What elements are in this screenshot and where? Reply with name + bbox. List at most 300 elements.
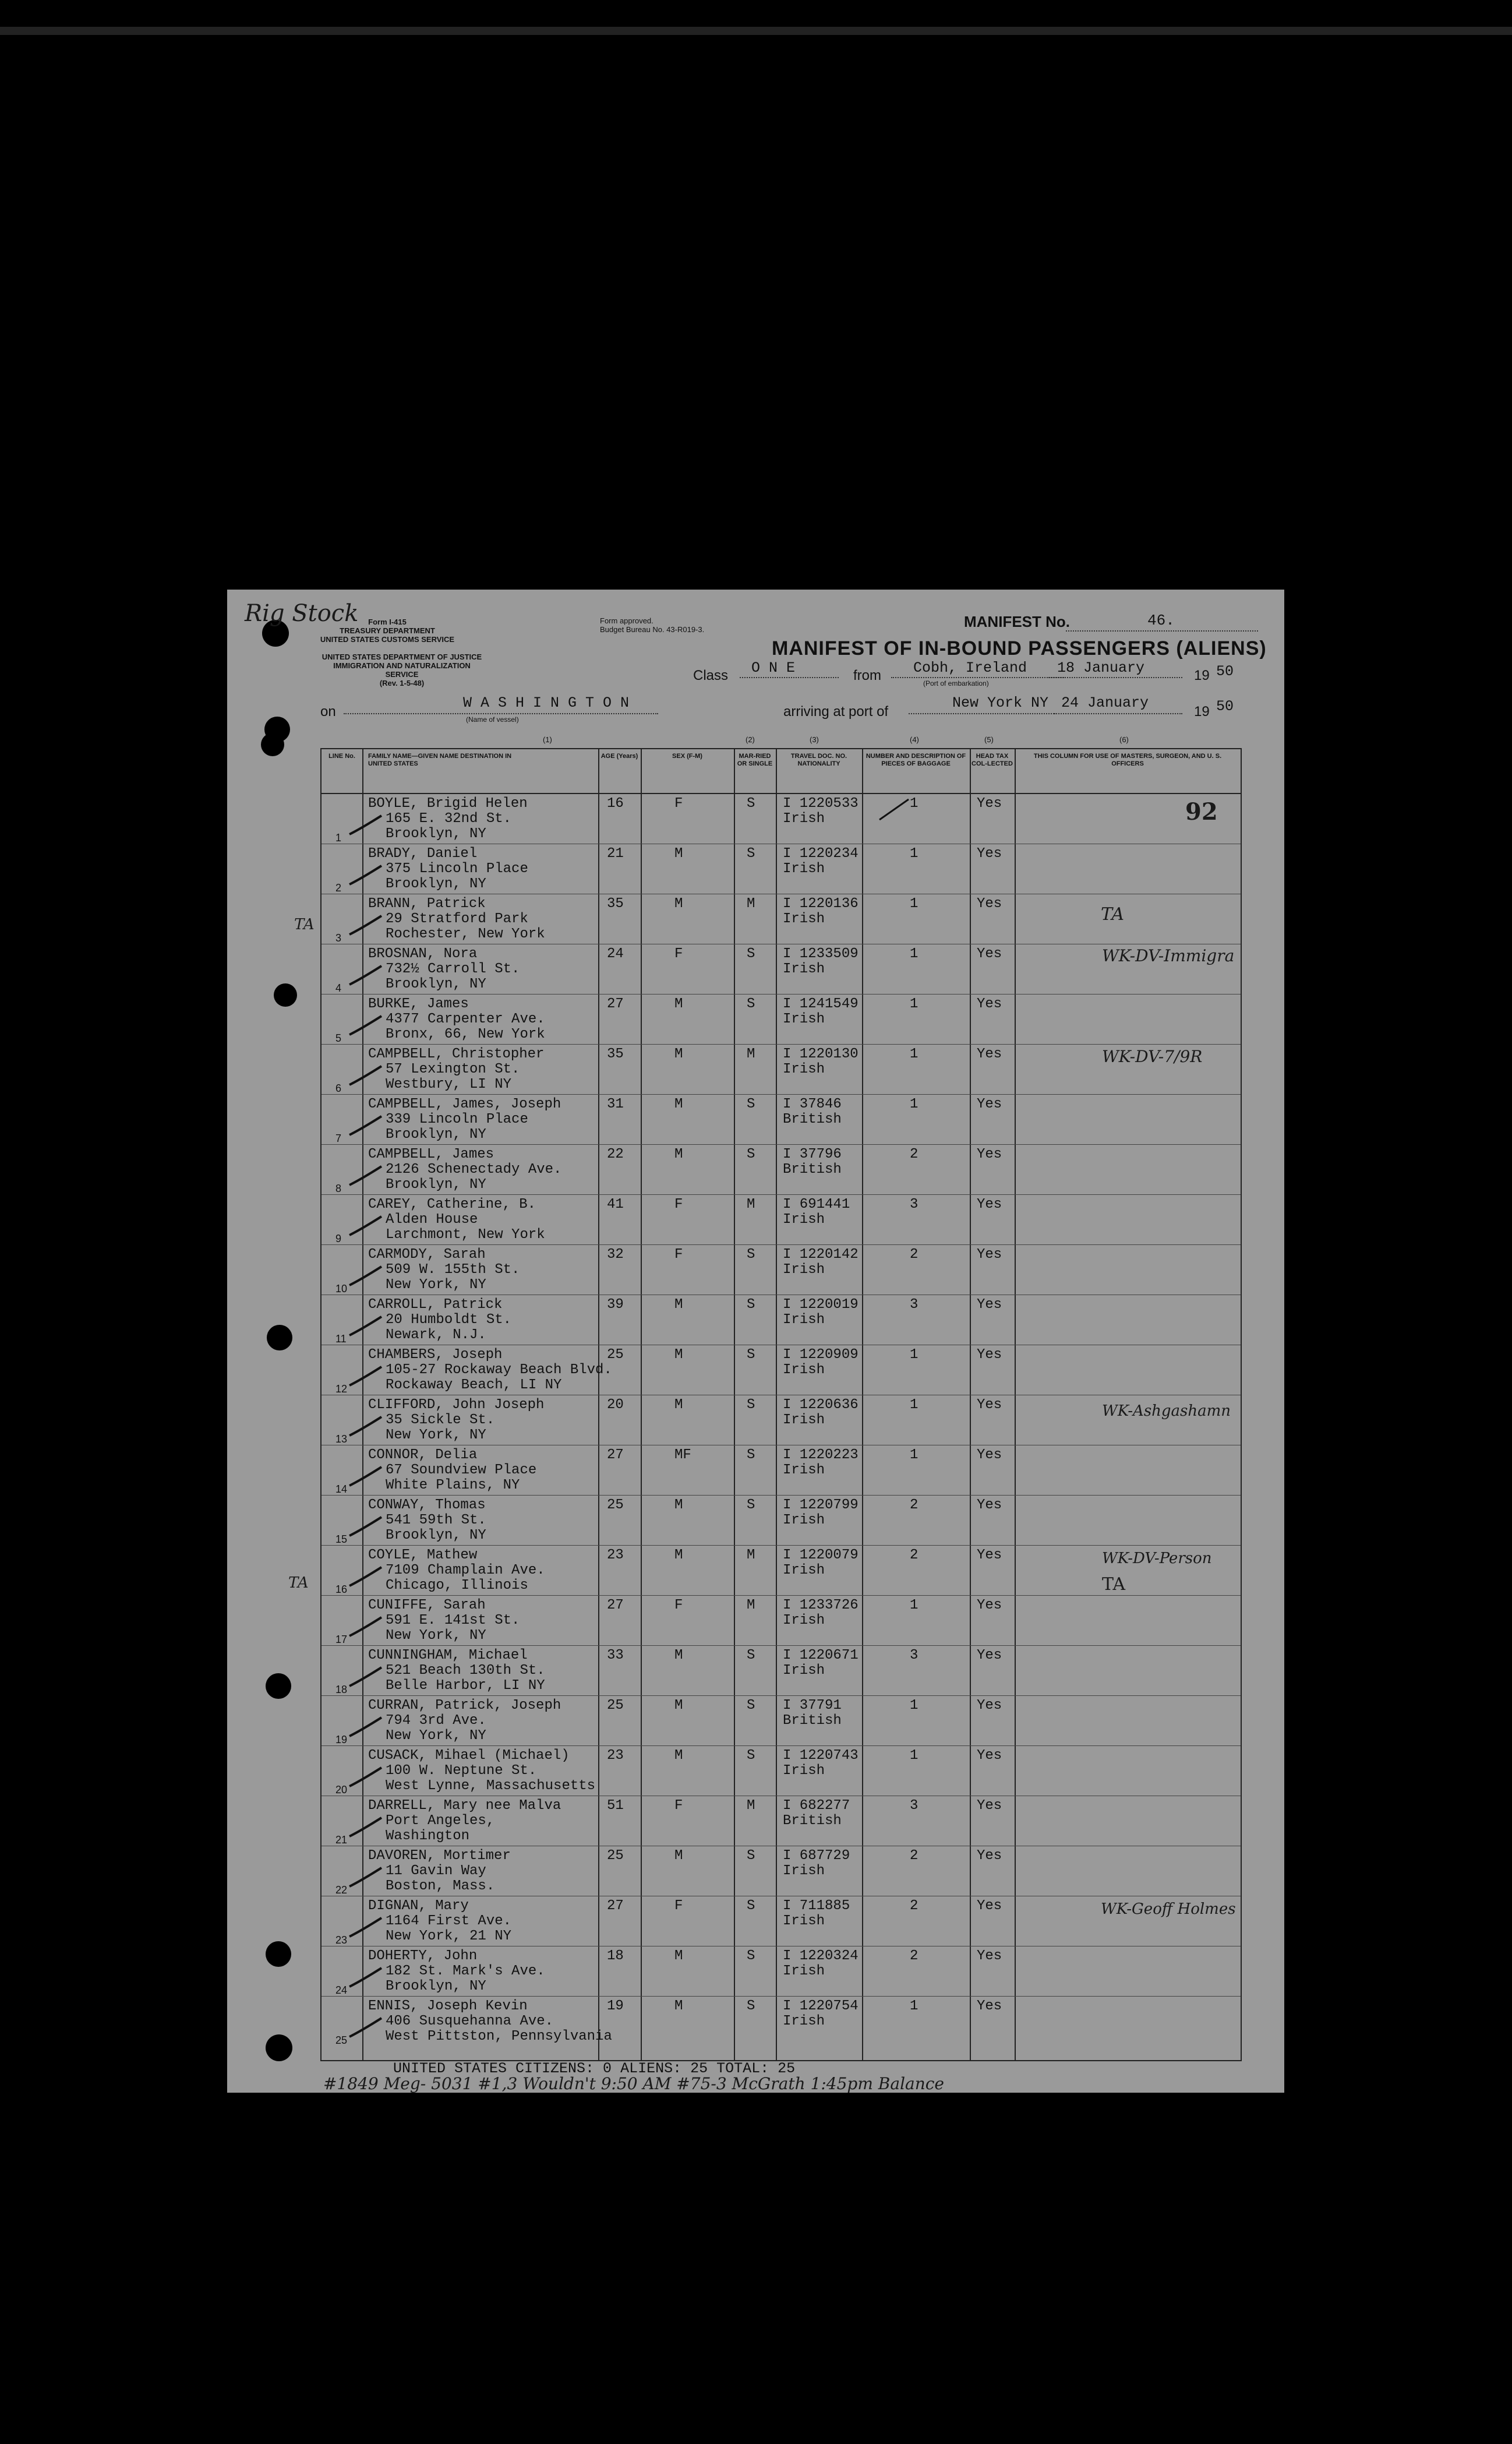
check-mark	[349, 1267, 381, 1285]
address-line-1: 20 Humboldt St.	[386, 1312, 512, 1328]
line-number: 1	[335, 832, 342, 844]
nationality: Irish	[783, 1563, 825, 1578]
baggage-count: 2	[910, 1147, 918, 1162]
head-tax: Yes	[977, 1948, 1002, 1964]
head-tax: Yes	[977, 1046, 1002, 1062]
line-number: 6	[335, 1082, 342, 1094]
baggage-count: 1	[910, 996, 918, 1012]
nationality: Irish	[783, 1913, 825, 1929]
head-tax: Yes	[977, 1798, 1002, 1814]
passenger-name: BRADY, Daniel	[368, 846, 478, 862]
line-number: 2	[335, 882, 342, 894]
address-line-1: 67 Soundview Place	[386, 1462, 537, 1478]
travel-doc-number: I 1220079	[783, 1547, 859, 1563]
col-header-age: AGE (Years)	[600, 753, 638, 760]
travel-doc-number: I 1241549	[783, 996, 859, 1012]
head-tax: Yes	[977, 796, 1002, 812]
col-header-sex: SEX (F-M)	[672, 753, 702, 760]
handwritten-corner-note: Rig Stock	[245, 600, 359, 627]
age: 25	[607, 1698, 624, 1713]
nationality: Irish	[783, 1963, 825, 1979]
address-line-2: Belle Harbor, LI NY	[386, 1678, 545, 1694]
line-number: 4	[335, 982, 342, 994]
travel-doc-number: I 711885	[783, 1898, 850, 1914]
sex: M	[674, 1998, 683, 2014]
marital-status: S	[747, 1297, 755, 1313]
marital-status: M	[747, 1197, 755, 1212]
travel-doc-number: I 1220533	[783, 796, 859, 812]
address-line-2: New York, NY	[386, 1277, 486, 1293]
agency-block: UNITED STATES DEPARTMENT OF JUSTICE IMMIGRATION AND NATURALIZATION SERVICE (Rev. 1-5-48)	[322, 653, 482, 687]
arrival-port: New York NY	[952, 694, 1049, 711]
head-tax: Yes	[977, 1597, 1002, 1613]
sex: M	[674, 1347, 683, 1363]
arriving-label: arriving at port of	[783, 704, 889, 720]
head-tax: Yes	[977, 1096, 1002, 1112]
marital-status: S	[747, 946, 755, 962]
age: 27	[607, 1447, 624, 1463]
address-line-1: 406 Susquehanna Ave.	[386, 2013, 554, 2029]
address-line-2: Brooklyn, NY	[386, 826, 486, 842]
sex: F	[674, 1197, 683, 1212]
travel-doc-number: I 1233726	[783, 1597, 859, 1613]
address-line-2: Washington	[386, 1828, 470, 1844]
handwritten-count: 92	[1185, 798, 1218, 826]
passenger-name: BRANN, Patrick	[368, 896, 486, 912]
line-number: 20	[335, 1784, 348, 1796]
travel-doc-number: I 1220909	[783, 1347, 859, 1363]
col-number-2: (2)	[746, 735, 755, 744]
sex: M	[674, 996, 683, 1012]
age: 27	[607, 1597, 624, 1613]
sex: M	[674, 1297, 683, 1313]
marital-status: M	[747, 896, 755, 912]
col-header-marital: MAR-RIED OR SINGLE	[737, 753, 773, 767]
nationality: Irish	[783, 1763, 825, 1779]
col-header-officers: THIS COLUMN FOR USE OF MASTERS, SURGEON, AND U. S. OFFICERS	[1033, 753, 1222, 767]
handwritten-bottom-notes: #1849 Meg- 5031 #1,3 Wouldn't 9:50 AM #75-3 McGrath 1:45pm Balance	[323, 2074, 944, 2093]
address-line-1: 375 Lincoln Place	[386, 861, 528, 877]
approval-note: Form approved. Budget Bureau No. 43-R019-3.	[600, 616, 705, 634]
address-line-2: New York, NY	[386, 1728, 486, 1744]
address-line-1: Alden House	[386, 1212, 478, 1228]
passenger-name: BOYLE, Brigid Helen	[368, 796, 528, 812]
marital-status: S	[747, 1096, 755, 1112]
marital-status: S	[747, 1397, 755, 1413]
address-line-1: 2126 Schenectady Ave.	[386, 1162, 562, 1177]
head-tax: Yes	[977, 1898, 1002, 1914]
line-number: 24	[335, 1984, 348, 1996]
head-tax: Yes	[977, 1297, 1002, 1313]
nationality: Irish	[783, 1663, 825, 1678]
travel-doc-number: I 37796	[783, 1147, 842, 1162]
passenger-name: CARROLL, Patrick	[368, 1297, 503, 1313]
col-number-5: (5)	[984, 735, 994, 744]
check-mark	[349, 1417, 381, 1436]
check-mark	[349, 1216, 381, 1235]
col-header-travel-doc: TRAVEL DOC. NO. NATIONALITY	[790, 753, 847, 767]
line-number: 9	[335, 1233, 342, 1244]
age: 19	[607, 1998, 624, 2014]
pen-stroke	[879, 799, 909, 820]
baggage-count: 2	[910, 1948, 918, 1964]
passenger-name: CONWAY, Thomas	[368, 1497, 486, 1513]
baggage-count: 1	[910, 946, 918, 962]
arrival-date: 24 January	[1061, 694, 1149, 711]
check-mark	[349, 1066, 381, 1085]
head-tax: Yes	[977, 896, 1002, 912]
nationality: Irish	[783, 961, 825, 977]
sex: M	[674, 1948, 683, 1964]
address-line-2: Brooklyn, NY	[386, 976, 486, 992]
check-mark	[349, 1768, 381, 1786]
film-edge-strip	[0, 27, 1512, 35]
age: 32	[607, 1247, 624, 1262]
line-number: 23	[335, 1934, 348, 1946]
baggage-count: 1	[910, 796, 918, 812]
head-tax: Yes	[977, 1147, 1002, 1162]
address-line-1: 794 3rd Ave.	[386, 1713, 486, 1729]
nationality: Irish	[783, 1462, 825, 1478]
nationality: Irish	[783, 2013, 825, 2029]
sex: MF	[674, 1447, 691, 1463]
sex: M	[674, 1547, 683, 1563]
nationality: Irish	[783, 1412, 825, 1428]
age: 20	[607, 1397, 624, 1413]
address-line-1: 4377 Carpenter Ave.	[386, 1011, 545, 1027]
passenger-name: CHAMBERS, Joseph	[368, 1347, 503, 1363]
address-line-1: 521 Beach 130th St.	[386, 1663, 545, 1678]
head-tax: Yes	[977, 1748, 1002, 1764]
passenger-name: BURKE, James	[368, 996, 469, 1012]
passenger-name: CONNOR, Delia	[368, 1447, 478, 1463]
baggage-count: 3	[910, 1197, 918, 1212]
address-line-2: West Lynne, Massachusetts	[386, 1778, 596, 1794]
passenger-name: DIGNAN, Mary	[368, 1898, 469, 1914]
manifest-title: MANIFEST OF IN-BOUND PASSENGERS (ALIENS)	[772, 637, 1267, 660]
line-number: 8	[335, 1183, 342, 1194]
baggage-count: 1	[910, 1096, 918, 1112]
head-tax: Yes	[977, 1447, 1002, 1463]
sex: M	[674, 1147, 683, 1162]
head-tax: Yes	[977, 1397, 1002, 1413]
address-line-1: 165 E. 32nd St.	[386, 811, 512, 827]
passenger-name: CUSACK, Mihael (Michael)	[368, 1748, 570, 1764]
passenger-name: CAMPBELL, James, Joseph	[368, 1096, 561, 1112]
baggage-count: 2	[910, 1848, 918, 1864]
handwritten-margin-ta: TA	[288, 1574, 309, 1592]
address-line-1: 509 W. 155th St.	[386, 1262, 520, 1278]
head-tax: Yes	[977, 996, 1002, 1012]
address-line-1: 100 W. Neptune St.	[386, 1763, 537, 1779]
line-number: 13	[335, 1433, 348, 1445]
marital-status: S	[747, 1247, 755, 1262]
col-number-4: (4)	[910, 735, 919, 744]
passenger-name: ENNIS, Joseph Kevin	[368, 1998, 528, 2014]
address-line-2: New York, NY	[386, 1628, 486, 1644]
passenger-name: DOHERTY, John	[368, 1948, 478, 1964]
travel-doc-number: I 1220142	[783, 1247, 859, 1262]
address-line-2: Brooklyn, NY	[386, 1979, 486, 1994]
address-line-1: 1164 First Ave.	[386, 1913, 512, 1929]
marital-status: S	[747, 1748, 755, 1764]
marital-status: M	[747, 1597, 755, 1613]
line-number: 14	[335, 1483, 348, 1495]
head-tax: Yes	[977, 1998, 1002, 2014]
line-number: 16	[335, 1584, 348, 1595]
address-line-2: Brooklyn, NY	[386, 1127, 486, 1142]
head-tax: Yes	[977, 1197, 1002, 1212]
nationality: Irish	[783, 1312, 825, 1328]
head-tax: Yes	[977, 1648, 1002, 1663]
marital-status: M	[747, 1798, 755, 1814]
age: 24	[607, 946, 624, 962]
address-line-1: 7109 Champlain Ave.	[386, 1563, 545, 1578]
age: 25	[607, 1848, 624, 1864]
sex: M	[674, 1096, 683, 1112]
nationality: Irish	[783, 1512, 825, 1528]
check-mark	[349, 1517, 381, 1536]
address-line-1: 732½ Carroll St.	[386, 961, 520, 977]
address-line-1: 105-27 Rockaway Beach Blvd.	[386, 1362, 612, 1378]
marital-status: S	[747, 1648, 755, 1663]
nationality: Irish	[783, 1262, 825, 1278]
line-number: 10	[335, 1283, 348, 1295]
travel-doc-number: I 1220671	[783, 1648, 859, 1663]
age: 39	[607, 1297, 624, 1313]
address-line-2: Rockaway Beach, LI NY	[386, 1377, 562, 1393]
marital-status: S	[747, 1347, 755, 1363]
travel-doc-number: I 1233509	[783, 946, 859, 962]
nationality: Irish	[783, 861, 825, 877]
class-value: O N E	[751, 660, 796, 676]
passenger-name: CUNIFFE, Sarah	[368, 1597, 486, 1613]
age: 23	[607, 1547, 624, 1563]
head-tax: Yes	[977, 1497, 1002, 1513]
marital-status: S	[747, 1998, 755, 2014]
address-line-2: Westbury, LI NY	[386, 1077, 512, 1092]
marital-status: S	[747, 996, 755, 1012]
baggage-count: 3	[910, 1297, 918, 1313]
marital-status: S	[747, 846, 755, 862]
head-tax: Yes	[977, 1247, 1002, 1262]
address-line-1: 11 Gavin Way	[386, 1863, 486, 1879]
check-mark	[349, 916, 381, 934]
line-number: 25	[335, 2034, 348, 2046]
line-number: 18	[335, 1684, 348, 1695]
passenger-name: COYLE, Mathew	[368, 1547, 478, 1563]
travel-doc-number: I 1220636	[783, 1397, 859, 1413]
passenger-name: CARMODY, Sarah	[368, 1247, 486, 1262]
manifest-no-value: 46.	[1147, 612, 1175, 629]
marital-status: S	[747, 1948, 755, 1964]
age: 35	[607, 896, 624, 912]
head-tax: Yes	[977, 1848, 1002, 1864]
handwritten-note-row4: WK-DV-Immigra	[1102, 946, 1235, 965]
line-number: 22	[335, 1884, 348, 1896]
baggage-count: 1	[910, 1046, 918, 1062]
departure-year: 50	[1216, 663, 1234, 680]
passenger-name: CAREY, Catherine, B.	[368, 1197, 536, 1212]
travel-doc-number: I 1220743	[783, 1748, 859, 1764]
address-line-2: Newark, N.J.	[386, 1327, 486, 1343]
nationality: Irish	[783, 1212, 825, 1228]
age: 23	[607, 1748, 624, 1764]
travel-doc-number: I 1220324	[783, 1948, 859, 1964]
class-label: Class	[693, 668, 729, 683]
check-mark	[349, 1868, 381, 1886]
address-line-1: 35 Sickle St.	[386, 1412, 495, 1428]
sex: F	[674, 946, 683, 962]
address-line-1: 541 59th St.	[386, 1512, 486, 1528]
baggage-count: 1	[910, 896, 918, 912]
sex: F	[674, 796, 683, 812]
travel-doc-number: I 1220019	[783, 1297, 859, 1313]
handwritten-note-row6: WK-DV-7/9R	[1102, 1047, 1203, 1066]
check-mark	[349, 1617, 381, 1636]
check-marks-overlay	[227, 590, 1284, 2093]
sex: M	[674, 896, 683, 912]
handwritten-margin-ta: TA	[294, 916, 315, 933]
nationality: Irish	[783, 911, 825, 927]
age: 27	[607, 996, 624, 1012]
nationality: Irish	[783, 1011, 825, 1027]
from-label: from	[853, 668, 881, 683]
address-line-2: Larchmont, New York	[386, 1227, 545, 1243]
address-line-1: 591 E. 141st St.	[386, 1613, 520, 1628]
baggage-count: 2	[910, 1247, 918, 1262]
line-number: 19	[335, 1734, 348, 1745]
travel-doc-number: I 1220799	[783, 1497, 859, 1513]
age: 33	[607, 1648, 624, 1663]
nationality: Irish	[783, 1613, 825, 1628]
col-header-line: LINE No.	[328, 753, 355, 760]
marital-status: S	[747, 1848, 755, 1864]
check-mark	[349, 1166, 381, 1185]
address-line-2: Brooklyn, NY	[386, 1528, 486, 1543]
col-header-head-tax: HEAD TAX COL-LECTED	[972, 753, 1013, 767]
line-number: 15	[335, 1533, 348, 1545]
age: 16	[607, 796, 624, 812]
head-tax: Yes	[977, 1698, 1002, 1713]
head-tax: Yes	[977, 1547, 1002, 1563]
check-mark	[349, 1918, 381, 1937]
departure-year-prefix: 19	[1194, 668, 1210, 683]
baggage-count: 2	[910, 1898, 918, 1914]
marital-status: M	[747, 1547, 755, 1563]
line-number: 11	[335, 1333, 347, 1345]
check-mark	[349, 1467, 381, 1486]
address-line-2: Brooklyn, NY	[386, 1177, 486, 1193]
head-tax: Yes	[977, 946, 1002, 962]
arrival-year-prefix: 19	[1194, 704, 1210, 720]
nationality: Irish	[783, 811, 825, 827]
totals-line: UNITED STATES CITIZENS: 0 ALIENS: 25 TOTAL: 25	[393, 2060, 796, 2077]
address-line-1: Port Angeles,	[386, 1813, 495, 1829]
marital-status: S	[747, 1497, 755, 1513]
sex: M	[674, 1497, 683, 1513]
line-number: 21	[335, 1834, 348, 1846]
baggage-count: 1	[910, 1597, 918, 1613]
address-line-2: New York, 21 NY	[386, 1928, 512, 1944]
nationality: Irish	[783, 1061, 825, 1077]
check-mark	[349, 1667, 381, 1686]
age: 51	[607, 1798, 624, 1814]
address-line-2: West Pittston, Pennsylvania	[386, 2029, 612, 2044]
travel-doc-number: I 687729	[783, 1848, 850, 1864]
sex: M	[674, 1046, 683, 1062]
sex: F	[674, 1898, 683, 1914]
vessel-name: W A S H I N G T O N	[463, 694, 630, 711]
marital-status: S	[747, 1898, 755, 1914]
baggage-count: 2	[910, 1497, 918, 1513]
check-mark	[349, 966, 381, 985]
check-mark	[349, 1116, 381, 1135]
nationality: British	[783, 1112, 842, 1127]
nationality: British	[783, 1162, 842, 1177]
check-mark	[349, 816, 381, 834]
head-tax: Yes	[977, 1347, 1002, 1363]
address-line-2: Bronx, 66, New York	[386, 1027, 545, 1042]
passenger-name: CAMPBELL, Christopher	[368, 1046, 545, 1062]
passenger-name: DAVOREN, Mortimer	[368, 1848, 511, 1864]
departure-date: 18 January	[1057, 660, 1145, 676]
check-mark	[349, 2018, 381, 2037]
sex: M	[674, 1698, 683, 1713]
col-number-6: (6)	[1119, 735, 1129, 744]
sex: F	[674, 1247, 683, 1262]
check-mark	[349, 1367, 381, 1385]
baggage-count: 1	[910, 846, 918, 862]
travel-doc-number: I 1220130	[783, 1046, 859, 1062]
port-embark-caption: (Port of embarkation)	[923, 679, 989, 687]
baggage-count: 3	[910, 1798, 918, 1814]
age: 27	[607, 1898, 624, 1914]
travel-doc-number: I 1220234	[783, 846, 859, 862]
sex: M	[674, 846, 683, 862]
line-number: 7	[335, 1133, 342, 1144]
vessel-caption: (Name of vessel)	[466, 715, 519, 724]
passenger-name: BROSNAN, Nora	[368, 946, 478, 962]
travel-doc-number: I 37791	[783, 1698, 842, 1713]
age: 31	[607, 1096, 624, 1112]
marital-status: M	[747, 1046, 755, 1062]
travel-doc-number: I 682277	[783, 1798, 850, 1814]
passenger-name: DARRELL, Mary nee Malva	[368, 1798, 561, 1814]
on-label: on	[320, 704, 336, 720]
handwritten-ta-row16: TA	[1102, 1574, 1126, 1595]
form-designation: Form I-415 TREASURY DEPARTMENT UNITED STATES CUSTOMS SERVICE	[320, 618, 455, 644]
address-line-2: Brooklyn, NY	[386, 876, 486, 892]
passenger-name: CAMPBELL, James	[368, 1147, 494, 1162]
check-mark	[349, 1317, 381, 1335]
line-number: 17	[335, 1634, 348, 1645]
passenger-name: CUNNINGHAM, Michael	[368, 1648, 528, 1663]
baggage-count: 2	[910, 1547, 918, 1563]
address-line-2: Rochester, New York	[386, 926, 545, 942]
port-of-embarkation: Cobh, Ireland	[913, 660, 1027, 676]
age: 22	[607, 1147, 624, 1162]
check-mark	[349, 1818, 381, 1836]
marital-status: S	[747, 1147, 755, 1162]
passenger-name: CURRAN, Patrick, Joseph	[368, 1698, 561, 1713]
check-mark	[349, 866, 381, 884]
col-number-1: (1)	[543, 735, 552, 744]
check-mark	[349, 1567, 381, 1586]
sex: M	[674, 1397, 683, 1413]
age: 21	[607, 846, 624, 862]
baggage-count: 1	[910, 1397, 918, 1413]
